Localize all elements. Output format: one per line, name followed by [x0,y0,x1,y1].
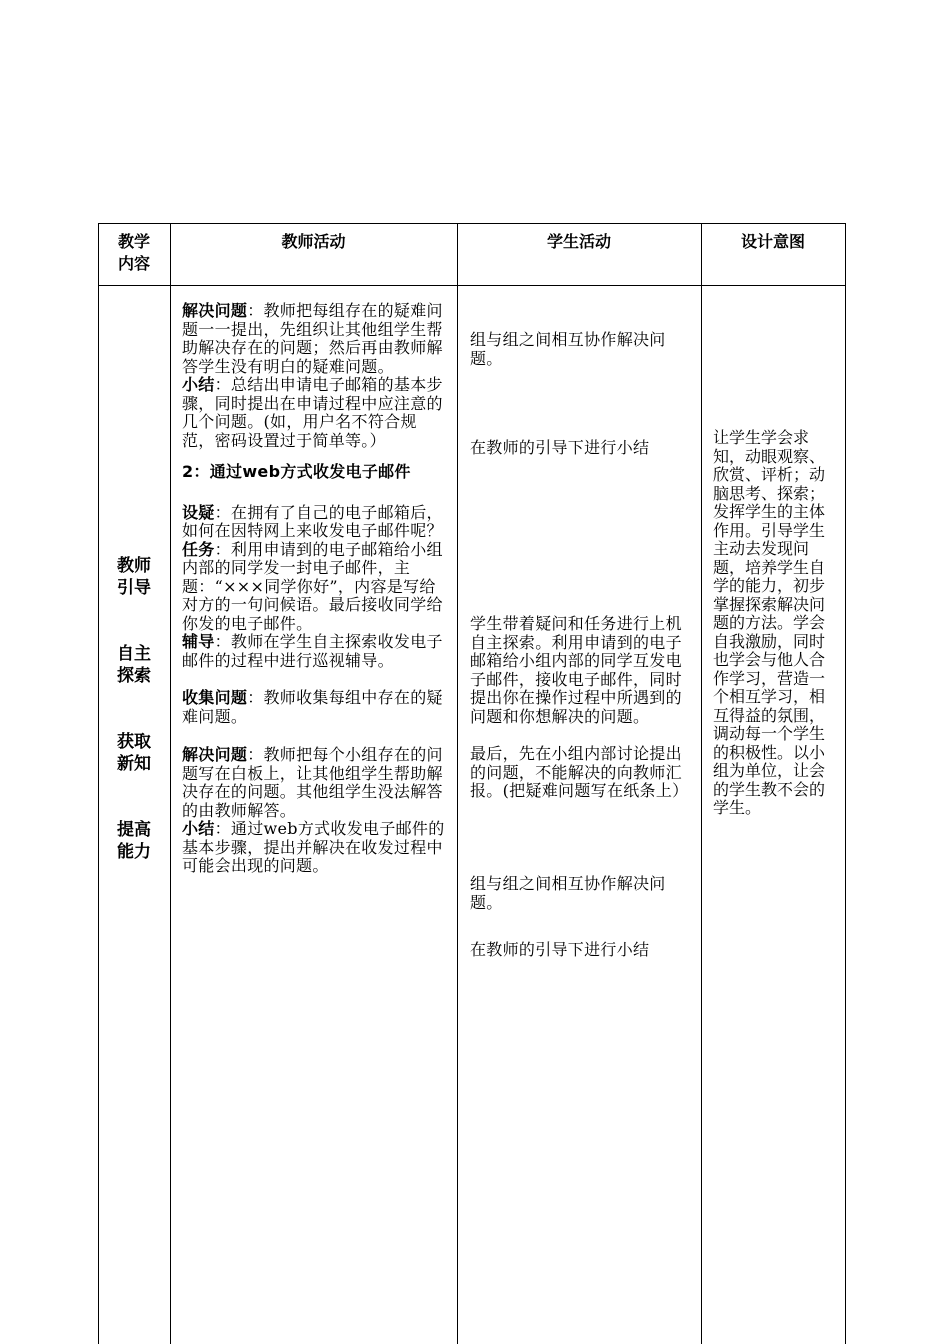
section-teacher-guide: 教师 引导 [117,556,151,598]
teacher-summary-2 [182,820,448,876]
header-divider [98,285,846,286]
column-divider-2 [457,223,458,1344]
lesson-plan-table [98,223,846,1344]
label-summary-2: 小结 [182,819,215,838]
table-border-right [845,223,846,1344]
teacher-question [182,504,448,541]
teacher-solve-problems-1 [182,302,448,376]
text-summary: ：总结出申请电子邮箱的基本步骤，同时提出在申请过程中应注意的几个问题。(如，用户名不符合规范，密码设置过于简单等。） [182,375,443,450]
teacher-solve-problems-2 [182,746,448,820]
teacher-step2-title: 2：通过web方式收发电子邮件 [182,462,411,481]
header-design-intent: 设计意图 [740,232,805,251]
label-guidance: 辅导 [182,632,215,651]
student-activity-1: 组与组之间相互协作解决问题。 [470,330,666,368]
text-guidance: ：教师在学生自主探索收发电子邮件的过程中进行巡视辅导。 [182,632,443,670]
teacher-guidance [182,633,448,670]
header-teacher-activity: 教师活动 [281,232,346,251]
teacher-collect-problems [182,689,448,726]
text-collect-problems: ：教师收集每组中存在的疑难问题。 [182,688,443,726]
label-solve-problems-2: 解决问题 [182,745,248,764]
column-divider-3 [701,223,702,1344]
student-activity-2: 在教师的引导下进行小结 [470,438,650,457]
section-self-explore: 自主 探索 [117,644,151,686]
student-activity-5: 组与组之间相互协作解决问题。 [470,874,666,912]
student-activity-6: 在教师的引导下进行小结 [470,940,650,959]
text-question: ：在拥有了自己的电子邮箱后，如何在因特网上来收发电子邮件呢？ [182,502,443,540]
header-content: 教学 内容 [117,232,150,273]
table-border-top [98,223,846,224]
label-collect-problems: 收集问题 [182,688,248,707]
student-activity-3: 学生带着疑问和任务进行上机自主探索。利用申请到的电子邮箱给小组内部的同学互发电子邮件，接收电子邮件，同时提出你在操作过程中所遇到的问题和你想解决的问题。 [470,614,682,726]
column-divider-1 [170,223,171,1344]
label-solve-problems: 解决问题 [182,301,248,320]
design-intent-text: 让学生学会求知，动眼观察、欣赏、评析；动脑思考、探索；发挥学生的主体作用。引导学生主动去发现问题，培养学生自学的能力，初步掌握探索解决问题的方法。学会自我激励，同时也学会与他人合作学习，营造一个相互学习，相互得益的氛围，调动每一个学生的积极性。以小组为单位，让会的学生教不会的学生。 [713,428,826,817]
text-task: ：利用申请到的电子邮箱给小组内部的同学发一封电子邮件，主题：“×××同学你好”，内容是写给对方的一句问候语。最后接收同学给你发的电子邮件。 [182,539,443,633]
teacher-task [182,541,448,634]
table-border-left [98,223,99,1344]
text-solve-problems-2: ：教师把每个小组存在的问题写在白板上，让其他组学生帮助解决存在的问题。其他组学生没法解答的由教师解答。 [182,745,443,820]
student-activity-4: 最后，先在小组内部讨论提出的问题，不能解决的向教师汇报。(把疑难问题写在纸条上） [470,744,689,800]
section-improve-ability: 提高 能力 [117,820,151,862]
section-acquire-knowledge: 获取 新知 [117,732,151,774]
label-task: 任务 [182,539,215,559]
teacher-summary-1 [182,376,448,450]
text-summary-2: ：通过web方式收发电子邮件的基本步骤，提出并解决在收发过程中可能会出现的问题。 [182,819,445,875]
teacher-activity-cell [182,302,448,876]
text-solve-problems: ：教师把每组存在的疑难问题一一提出，先组织让其他组学生帮助解决存在的问题；然后再由教师解答学生没有明白的疑难问题。 [182,301,443,376]
header-student-activity: 学生活动 [546,232,611,251]
label-question: 设疑 [182,502,215,522]
label-summary: 小结 [182,375,215,394]
